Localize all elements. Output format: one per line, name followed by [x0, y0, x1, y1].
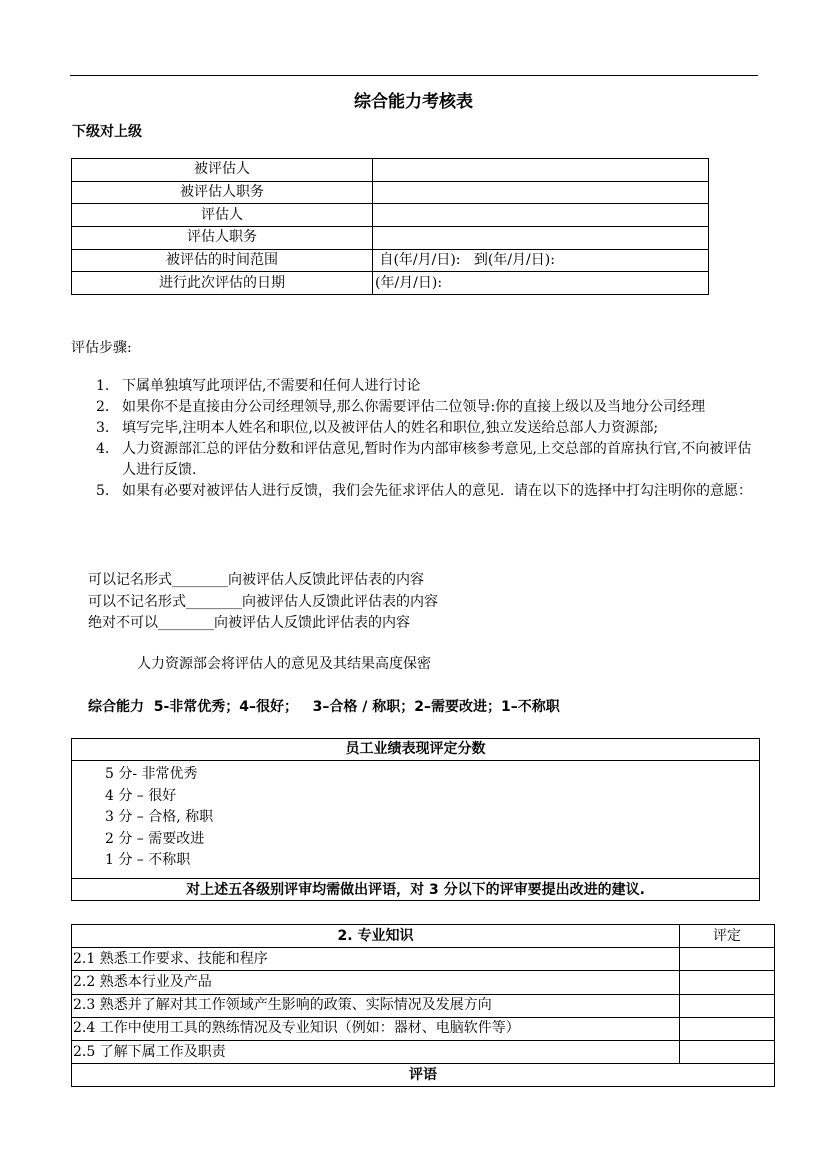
info-label: 被评估人	[72, 159, 373, 182]
step-text: 如果你不是直接由分公司经理领导,那么你需要评估二位领导:你的直接上级以及当地分公司经理	[122, 399, 706, 415]
list-item	[96, 481, 758, 502]
list-item	[96, 418, 758, 439]
table-row	[72, 994, 775, 1017]
info-value-field[interactable]	[373, 181, 709, 204]
score-box-header: 员工业绩表现评定分数	[72, 739, 759, 761]
info-label: 评估人职务	[72, 227, 373, 250]
table-row	[72, 249, 709, 272]
score-box-footer: 对上述五各级别评审均需做出评语，对 3 分以下的评审要提出改进的建议.	[72, 878, 759, 900]
table-row	[72, 948, 775, 971]
knowledge-item: 2.4 工作中使用工具的熟练情况及专业知识（例如：器材、电脑软件等）	[72, 1017, 680, 1040]
step-number: 3.	[96, 420, 110, 436]
top-rule	[70, 75, 758, 76]
step-text: 如果有必要对被评估人进行反馈，我们会先征求评估人的意见．请在以下的选择中打勾注明你的意愿：	[122, 483, 752, 499]
rating-scale: 综合能力 5-非常优秀；4–很好； 3–合格 / 称职；2–需要改进；1–不称职	[88, 699, 560, 715]
knowledge-table	[71, 924, 775, 1087]
list-item	[96, 439, 758, 481]
knowledge-item: 2.1 熟悉工作要求、技能和程序	[72, 948, 680, 971]
score-item: 5 分- 非常优秀	[105, 766, 198, 782]
info-label: 评估人	[72, 204, 373, 227]
feedback-option-named[interactable]: 可以记名形式________向被评估人反馈此评估表的内容	[88, 572, 424, 588]
info-label: 被评估的时间范围	[72, 249, 373, 272]
table-row	[72, 1017, 775, 1040]
rating-header: 评定	[680, 925, 775, 948]
steps-list	[96, 376, 758, 502]
rating-cell[interactable]	[680, 948, 775, 971]
step-number: 2.	[96, 399, 110, 415]
list-item	[96, 397, 758, 418]
table-row	[72, 204, 709, 227]
info-value-field[interactable]	[373, 204, 709, 227]
evaluation-info-table	[71, 158, 709, 295]
comments-label[interactable]: 评语	[72, 1064, 775, 1087]
steps-label: 评估步骤:	[71, 340, 132, 356]
rating-cell[interactable]	[680, 971, 775, 994]
table-row	[72, 227, 709, 250]
table-row	[72, 181, 709, 204]
rating-cell[interactable]	[680, 1040, 775, 1063]
score-item: 4 分 – 很好	[105, 788, 177, 804]
knowledge-header: 2. 专业知识	[72, 925, 680, 948]
rating-cell[interactable]	[680, 994, 775, 1017]
score-item: 1 分 – 不称职	[105, 852, 191, 868]
table-row	[72, 971, 775, 994]
score-item: 3 分 – 合格, 称职	[105, 809, 214, 825]
knowledge-item: 2.5 了解下属工作及职责	[72, 1040, 680, 1063]
feedback-option-anonymous[interactable]: 可以不记名形式________向被评估人反馈此评估表的内容	[88, 594, 438, 610]
table-row	[72, 159, 709, 182]
page-title: 综合能力考核表	[354, 92, 473, 112]
info-label: 进行此次评估的日期	[72, 272, 373, 295]
info-value-field[interactable]: (年/月/日):	[373, 272, 709, 295]
list-item	[96, 376, 758, 397]
score-definition-box	[71, 738, 760, 901]
feedback-option-none[interactable]: 绝对不可以________向被评估人反馈此评估表的内容	[88, 615, 410, 631]
step-text: 填写完毕,注明本人姓名和职位,以及被评估人的姓名和职位,独立发送给总部人力资源部;	[122, 420, 659, 436]
info-value-field[interactable]: 自(年/月/日): 到(年/月/日):	[373, 249, 709, 272]
step-text: 下属单独填写此项评估,不需要和任何人进行讨论	[122, 378, 421, 394]
table-row	[72, 925, 775, 948]
step-text: 人力资源部汇总的评估分数和评估意见,暂时作为内部审核参考意见,上交总部的首席执行官,不向被评估人进行反馈.	[122, 441, 752, 478]
rating-cell[interactable]	[680, 1017, 775, 1040]
info-value-field[interactable]	[373, 227, 709, 250]
page-subtitle: 下级对上级	[72, 124, 142, 140]
step-number: 4.	[96, 441, 110, 457]
table-row	[72, 1064, 775, 1087]
score-item: 2 分 – 需要改进	[105, 831, 205, 847]
knowledge-item: 2.3 熟悉并了解对其工作领域产生影响的政策、实际情况及发展方向	[72, 994, 680, 1017]
info-label: 被评估人职务	[72, 181, 373, 204]
confidentiality-note: 人力资源部会将评估人的意见及其结果高度保密	[137, 656, 431, 672]
step-number: 5.	[96, 483, 110, 499]
table-row	[72, 1040, 775, 1063]
step-number: 1.	[96, 378, 110, 394]
knowledge-item: 2.2 熟悉本行业及产品	[72, 971, 680, 994]
table-row	[72, 272, 709, 295]
info-value-field[interactable]	[373, 159, 709, 182]
